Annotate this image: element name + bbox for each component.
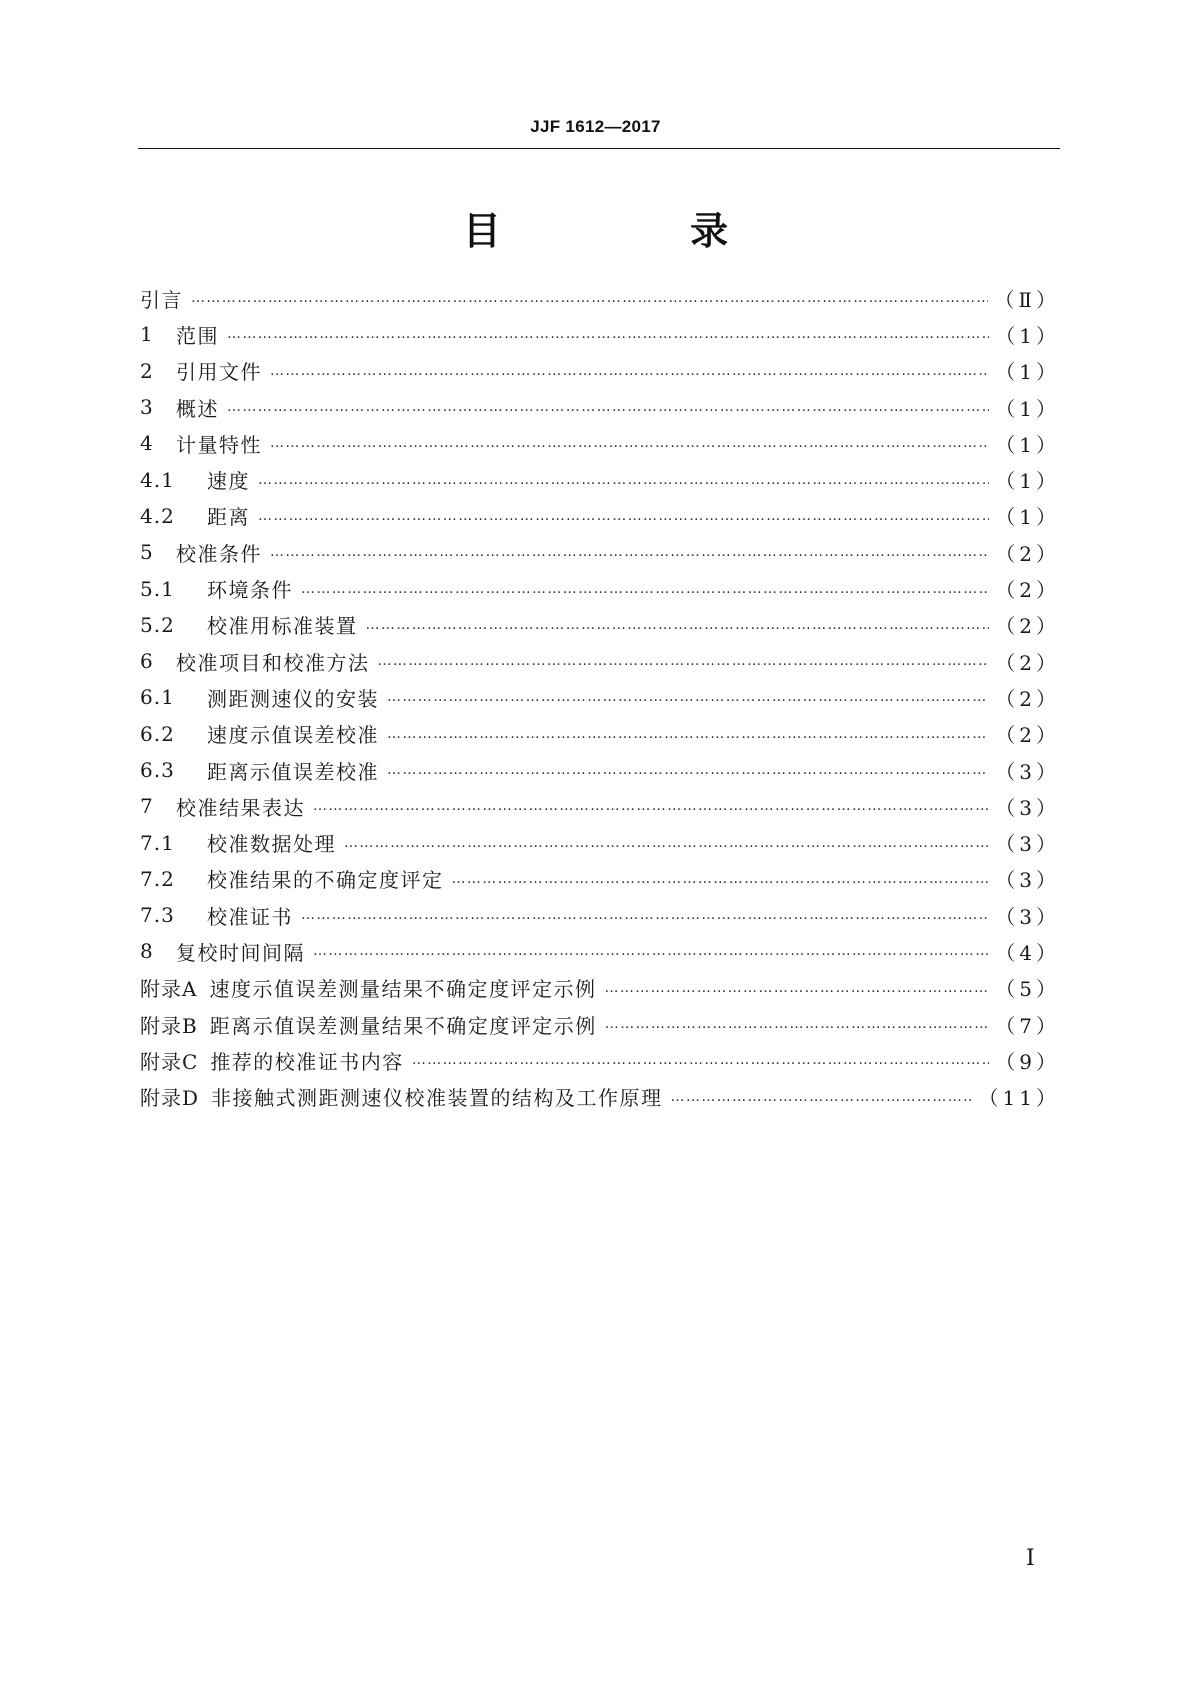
toc-entry-page: （2）: [995, 686, 1060, 711]
toc-entry-title: 校准用标准装置: [207, 614, 358, 639]
page-number: Ⅰ: [1026, 1545, 1035, 1570]
toc-entry-number: 5.1: [140, 576, 175, 601]
toc-entry-page: （1）: [995, 432, 1060, 457]
standard-code-header: JJF 1612—2017: [530, 117, 661, 136]
toc-entry-page: （1）: [995, 396, 1060, 421]
toc-entry-title: 校准数据处理: [207, 832, 336, 857]
toc-entry-page: （9）: [995, 1049, 1060, 1074]
toc-entry-page: （3）: [995, 832, 1060, 857]
toc-leader-dots: [604, 978, 989, 998]
toc-entry-page: （1）: [995, 505, 1060, 530]
toc-title: 目 录: [462, 209, 817, 253]
toc-entry: [140, 498, 1060, 534]
toc-entry-page: （3）: [995, 868, 1060, 893]
toc-entry-title: 校准条件: [176, 541, 262, 566]
toc-leader-dots: [301, 579, 989, 599]
toc-entry: [140, 425, 1060, 461]
toc-entry-page: （11）: [978, 1086, 1060, 1111]
toc-entry-page: （2）: [995, 614, 1060, 639]
toc-entry-title: 距离: [207, 505, 250, 530]
toc-leader-dots: [313, 941, 989, 961]
toc-leader-dots: [270, 542, 989, 562]
toc-entry-page: （Ⅱ）: [994, 287, 1060, 312]
toc-entry-title: 校准结果表达: [176, 795, 305, 820]
toc-entry-number: 6.1: [140, 685, 175, 710]
toc-entry: [140, 607, 1060, 643]
toc-entry-number: 附录D: [140, 1086, 200, 1111]
toc-leader-dots: [258, 506, 989, 526]
toc-leader-dots: [387, 724, 989, 744]
toc-entry-number: 6.3: [140, 758, 175, 782]
toc-entry-title: 速度示值误差校准: [207, 723, 379, 748]
toc-entry-page: （3）: [995, 904, 1060, 929]
toc-entry: [140, 933, 1060, 969]
toc-leader-dots: [191, 288, 988, 308]
toc-entry-number: 2: [140, 358, 154, 383]
toc-entry-title: 环境条件: [207, 578, 293, 603]
toc-entry-title: 概述: [176, 396, 219, 421]
toc-entry-page: （1）: [995, 469, 1060, 494]
toc-entry: [140, 824, 1060, 860]
toc-entry-number: 5: [140, 540, 154, 565]
toc-entry-title: 距离示值误差校准: [207, 759, 379, 784]
toc-entry-title: 复校时间间隔: [176, 940, 305, 965]
toc-entry-number: 7: [140, 794, 154, 819]
toc-leader-dots: [227, 324, 989, 344]
toc-leader-dots: [366, 615, 990, 635]
toc-entry-title: 测距测速仪的安装: [207, 686, 379, 711]
toc-entry: [140, 643, 1060, 679]
toc-entry-page: （2）: [995, 723, 1060, 748]
toc-entry: [140, 861, 1060, 897]
toc-leader-dots: [270, 361, 989, 381]
toc-entry-number: 6.2: [140, 721, 175, 746]
toc-entry: [140, 716, 1060, 752]
toc-entry-title: 速度示值误差测量结果不确定度评定示例: [209, 977, 597, 1002]
toc-entry-number: 8: [140, 939, 154, 964]
toc-entry: [140, 752, 1060, 788]
toc-entry: [140, 1006, 1060, 1042]
toc-leader-dots: [258, 470, 989, 490]
toc-entry-page: （2）: [995, 650, 1060, 675]
toc-entry-page: （1）: [995, 360, 1060, 385]
toc-entry: [140, 353, 1060, 389]
toc-entry-number: 附录A: [140, 977, 198, 1002]
toc-leader-dots: [412, 1050, 989, 1070]
toc-leader-dots: [313, 796, 989, 816]
toc-leader-dots: [227, 397, 989, 417]
toc-entry-number: 1: [140, 322, 154, 347]
toc-leader-dots: [452, 869, 990, 889]
toc-leader-dots: [378, 651, 990, 671]
toc-entry: [140, 788, 1060, 824]
toc-entry-number: 6: [140, 649, 154, 674]
toc-entry-title: 校准结果的不确定度评定: [207, 868, 444, 893]
toc-entry-number: 附录C: [140, 1049, 199, 1074]
toc-entry-number: 3: [140, 395, 154, 420]
toc-entry: [140, 1042, 1060, 1078]
toc-entry-page: （1）: [995, 323, 1060, 348]
toc-entry: [140, 316, 1060, 352]
toc-entry: [140, 534, 1060, 570]
toc-entry-title: 非接触式测距测速仪校准装置的结构及工作原理: [211, 1086, 663, 1111]
toc-entry-page: （2）: [995, 541, 1060, 566]
toc-entry-number: 4.2: [140, 503, 175, 528]
toc-entry-title: 计量特性: [176, 432, 262, 457]
toc-entry-page: （5）: [995, 977, 1060, 1002]
toc-entry: [140, 970, 1060, 1006]
toc-leader-dots: [605, 1014, 990, 1034]
toc-entry-number: 附录B: [140, 1013, 198, 1038]
toc-leader-dots: [301, 905, 989, 925]
toc-entry: [140, 389, 1060, 425]
toc-entry: [140, 570, 1060, 606]
toc-entry-title: 引用文件: [176, 360, 262, 385]
toc-entry-page: （3）: [995, 795, 1060, 820]
toc-entry: [140, 897, 1060, 933]
toc-leader-dots: [387, 760, 989, 780]
toc-leader-dots: [671, 1087, 973, 1107]
table-of-contents: [140, 280, 1060, 1115]
toc-leader-dots: [344, 833, 989, 853]
toc-entry: [140, 679, 1060, 715]
toc-entry-title: 校准证书: [207, 904, 293, 929]
toc-entry-number: 4: [140, 431, 154, 456]
toc-entry: [140, 461, 1060, 497]
toc-entry: [140, 280, 1060, 316]
toc-entry-title: 推荐的校准证书内容: [210, 1049, 404, 1074]
toc-entry-page: （7）: [995, 1013, 1060, 1038]
toc-entry-title: 距离示值误差测量结果不确定度评定示例: [209, 1013, 597, 1038]
toc-entry-title: 范围: [176, 323, 219, 348]
toc-entry-number: 4.1: [140, 467, 175, 492]
toc-entry: [140, 1079, 1060, 1115]
toc-entry-title: 引言: [140, 287, 183, 312]
toc-entry-page: （4）: [995, 940, 1060, 965]
toc-leader-dots: [387, 687, 989, 707]
toc-entry-page: （3）: [995, 759, 1060, 784]
toc-entry-number: 7.2: [140, 866, 175, 891]
toc-entry-title: 校准项目和校准方法: [176, 650, 370, 675]
toc-entry-page: （2）: [995, 578, 1060, 603]
toc-entry-number: 7.1: [140, 830, 175, 855]
toc-entry-number: 5.2: [140, 612, 175, 637]
toc-entry-number: 7.3: [140, 903, 175, 928]
toc-entry-title: 速度: [207, 469, 250, 494]
header-rule: [138, 148, 1060, 149]
toc-leader-dots: [270, 433, 989, 453]
